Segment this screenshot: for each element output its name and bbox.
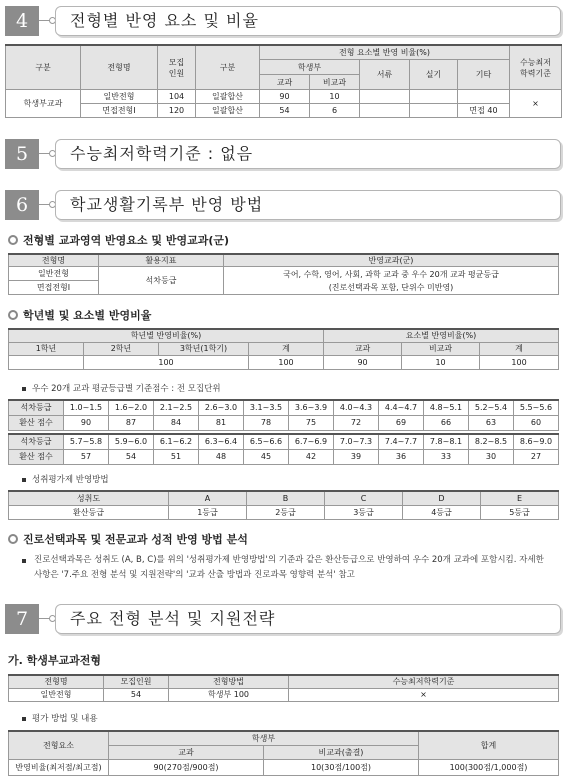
header-mojip: 모집 인원 <box>158 45 196 90</box>
year-ratio-table: 학년별 반영비율(%) 요소별 반영비율(%) 1학년 2학년 3학년(1학기) 계 교과 비교과 계 100 100 90 10 100 <box>8 328 559 370</box>
square-bullet-icon <box>22 387 26 391</box>
table-cell: 36 <box>379 449 424 464</box>
subsection-title: 가. 학생부교과전형 <box>8 654 102 667</box>
circle-bullet-icon <box>8 310 18 320</box>
table-cell: 4.0~4.3 <box>334 400 379 415</box>
table-cell: 60 <box>514 415 559 430</box>
table-cell: 45 <box>244 449 289 464</box>
section-title: 전형별 반영 요소 및 비율 <box>55 6 561 36</box>
section-number: 7 <box>5 604 39 634</box>
table-cell: B <box>247 491 325 505</box>
row-group: 학생부교과 <box>6 90 81 118</box>
table-cell: E <box>481 491 559 505</box>
table-cell: 8.2~8.5 <box>469 434 514 449</box>
evaluation-table: 전형요소 학생부 합계 교과 비교과(출결) 반영비율(최저점/최고점) 90(270점/900점) 10(30점/100점) 100(300점/1,000점) <box>8 730 559 776</box>
header-gubun2: 구분 <box>196 45 260 90</box>
table-cell: 54 <box>109 449 154 464</box>
table-cell: 84 <box>154 415 199 430</box>
grade-score-table-1: 석차등급 1.0~1.5 1.6~2.0 2.1~2.5 2.6~3.0 3.1~3.5 3.6~3.9 4.0~4.3 4.4~4.7 4.8~5.1 5.2~5.4 5.5~5.6 환산 점수 90 87 84 81 78 75 72 69 66 63 60 <box>8 399 559 431</box>
header-gita: 기타 <box>458 60 510 90</box>
table-row: 면접전형Ⅰ 120 일괄합산 54 6 면접 40 <box>6 104 562 118</box>
subheading-career-subjects: 진로선택과목 및 전문교과 성적 반영 방법 분석 <box>8 531 248 547</box>
achievement-table: 성취도 A B C D E 환산등급 1등급 2등급 3등급 4등급 5등급 <box>8 490 559 520</box>
table-cell: 48 <box>199 449 244 464</box>
table-cell: 87 <box>109 415 154 430</box>
table-cell: 8.6~9.0 <box>514 434 559 449</box>
header-seoryu: 서류 <box>360 60 410 90</box>
table-cell: 2.6~3.0 <box>199 400 244 415</box>
admission-summary-table: 전형명 모집인원 전형방법 수능최저학력기준 일반전형 54 학생부 100 × <box>8 674 559 702</box>
table-cell: 3등급 <box>325 505 403 519</box>
header-gyogwa: 교과 <box>260 75 310 90</box>
grade-score-table-2: 석차등급 5.7~5.8 5.9~6.0 6.1~6.2 6.3~6.4 6.5~6.6 6.7~6.9 7.0~7.3 7.4~7.7 7.8~8.1 8.2~8.5 8.6~9.0 환산 점수 57 54 51 48 45 42 39 36 33 30 27 <box>8 433 559 465</box>
table-cell: 6.5~6.6 <box>244 434 289 449</box>
table-cell: 90 <box>64 415 109 430</box>
table-cell: 7.0~7.3 <box>334 434 379 449</box>
header-name: 전형명 <box>81 45 158 90</box>
table-cell: C <box>325 491 403 505</box>
section-number: 4 <box>5 6 39 36</box>
square-bullet-icon <box>22 717 26 721</box>
section-title: 주요 전형 분석 및 지원전략 <box>55 604 561 634</box>
section-title: 수능최저학력기준 : 없음 <box>55 139 561 169</box>
table-cell: 81 <box>199 415 244 430</box>
table-cell: 72 <box>334 415 379 430</box>
table-cell: 33 <box>424 449 469 464</box>
subheading-ratios: 학년별 및 요소별 반영비율 <box>8 307 151 323</box>
table-cell: 30 <box>469 449 514 464</box>
table-cell: 6.7~6.9 <box>289 434 334 449</box>
table-cell: 1.6~2.0 <box>109 400 154 415</box>
header-suneung: 수능최저 학력기준 <box>510 45 562 90</box>
table-cell: 57 <box>64 449 109 464</box>
header-silgi: 실기 <box>410 60 458 90</box>
table-cell: 69 <box>379 415 424 430</box>
table-cell: 5.5~5.6 <box>514 400 559 415</box>
section-6-header <box>5 190 561 220</box>
square-bullet-icon <box>22 478 26 482</box>
table-cell: 7.8~8.1 <box>424 434 469 449</box>
table-cell: 42 <box>289 449 334 464</box>
header-ratio: 전형 요소별 반영 비율(%) <box>260 45 510 60</box>
subheading-subjects: 전형별 교과영역 반영요소 및 반영교과(군) <box>8 232 229 248</box>
table-cell: 78 <box>244 415 289 430</box>
suneung-value: × <box>510 90 562 118</box>
square-bullet-icon <box>22 559 26 563</box>
section-4-header <box>5 6 561 36</box>
table-cell: 6.3~6.4 <box>199 434 244 449</box>
table-cell: 66 <box>424 415 469 430</box>
circle-bullet-icon <box>8 534 18 544</box>
section-5-header <box>5 139 561 169</box>
table-cell: 3.1~3.5 <box>244 400 289 415</box>
table-cell: 75 <box>289 415 334 430</box>
table-cell: 4.8~5.1 <box>424 400 469 415</box>
table-cell: 5.9~6.0 <box>109 434 154 449</box>
table-cell: 3.6~3.9 <box>289 400 334 415</box>
table-cell: 5.7~5.8 <box>64 434 109 449</box>
header-gubun: 구분 <box>6 45 81 90</box>
section-title: 학교생활기록부 반영 방법 <box>55 190 561 220</box>
table-cell: 1등급 <box>169 505 247 519</box>
table-cell: 4.4~4.7 <box>379 400 424 415</box>
table-row: 학생부교과 일반전형 104 일괄합산 90 10 × <box>6 90 562 104</box>
table-cell: 39 <box>334 449 379 464</box>
table-cell: 5.2~5.4 <box>469 400 514 415</box>
note-evaluation: 평가 방법 및 내용 <box>22 712 98 724</box>
table-cell: 27 <box>514 449 559 464</box>
circle-bullet-icon <box>8 235 18 245</box>
reflection-ratio-table <box>5 44 562 118</box>
table-cell: 2등급 <box>247 505 325 519</box>
table-cell: 1.0~1.5 <box>64 400 109 415</box>
table-cell: 51 <box>154 449 199 464</box>
section-number: 6 <box>5 190 39 220</box>
table-cell: 4등급 <box>403 505 481 519</box>
note-grade-scores: 우수 20개 교과 평균등급별 기준점수 : 전 모집단위 <box>22 382 221 394</box>
section-7-header <box>5 604 561 634</box>
header-hakseng: 학생부 <box>260 60 360 75</box>
table-cell: 7.4~7.7 <box>379 434 424 449</box>
note-achievement: 성취평가제 반영방법 <box>22 473 109 485</box>
table-cell: 63 <box>469 415 514 430</box>
career-subjects-paragraph: 진로선택과목은 성취도 (A, B, C)를 위의 '성취평가제 반영방법'의 기준과 같은 환산등급으로 반영하여 우수 20개 교과에 포함시킴. 자세한 사항은 '7.주요 전형 분석 및 지원전략'의 '교과 산출 방법과 진로과목 영향력 분석' 참고 <box>34 553 554 583</box>
table-cell: 2.1~2.5 <box>154 400 199 415</box>
section-number: 5 <box>5 139 39 169</box>
header-bigyogwa: 비교과 <box>310 75 360 90</box>
table-cell: 6.1~6.2 <box>154 434 199 449</box>
table-cell: D <box>403 491 481 505</box>
subjects-table: 전형명 활용지표 반영교과(군) 일반전형 석차등급 국어, 수학, 영어, 사회, 과학 교과 중 우수 20개 교과 평균등급 (진로선택과목 포함, 단위수 미반영) 면접전형Ⅰ <box>8 253 559 295</box>
table-cell: 5등급 <box>481 505 559 519</box>
table-cell: A <box>169 491 247 505</box>
